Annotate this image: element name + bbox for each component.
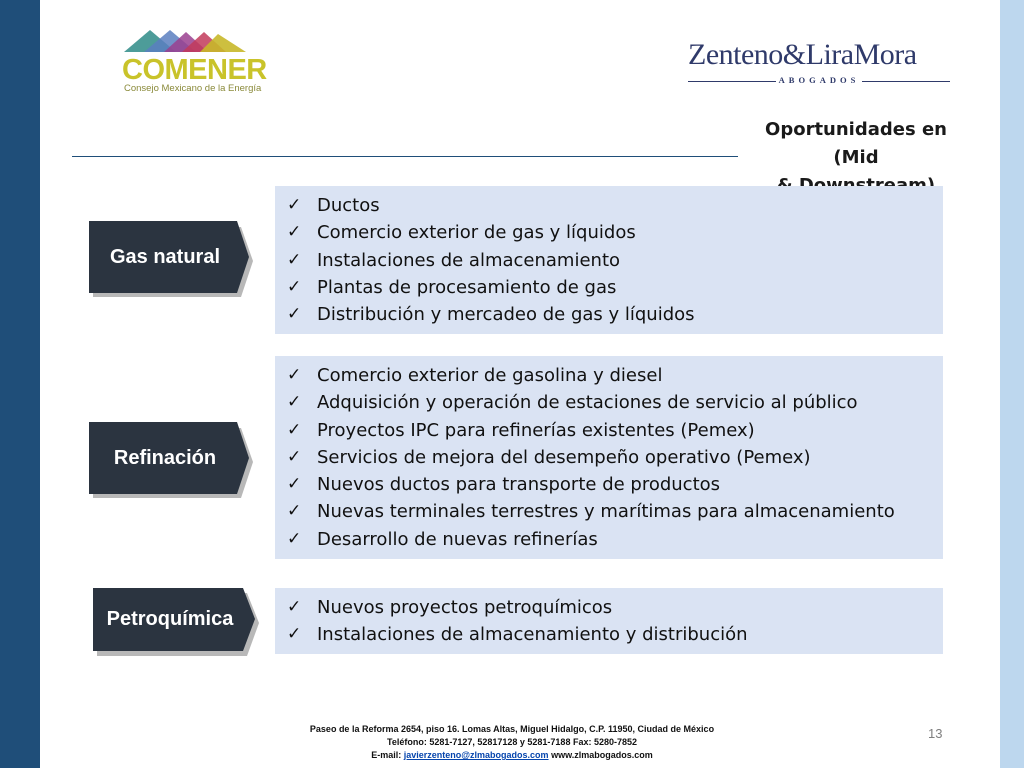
list-item: ✓ Nuevos proyectos petroquímicos xyxy=(275,594,943,621)
section-box-petroquimica xyxy=(275,588,943,654)
zlm-logo xyxy=(688,38,950,88)
checkmark-icon: ✓ xyxy=(287,597,302,617)
left-decor-bar xyxy=(0,0,40,768)
section-box-refinacion xyxy=(275,356,943,559)
category-gas-natural xyxy=(89,221,253,293)
list-item: ✓ Instalaciones de almacenamiento y distribución xyxy=(275,621,943,648)
list-item: ✓ Instalaciones de almacenamiento xyxy=(275,247,943,274)
list-item: ✓ Comercio exterior de gas y líquidos xyxy=(275,219,943,246)
category-refinacion xyxy=(89,422,253,494)
checkmark-icon: ✓ xyxy=(287,249,302,270)
checkmark-icon: ✓ xyxy=(287,392,302,413)
footer-website: www.zlmabogados.com xyxy=(551,750,653,760)
section-box-gas-natural xyxy=(275,186,943,334)
footer-contact xyxy=(270,723,754,762)
list-item: ✓ Nuevas terminales terrestres y marítimas para almacenamiento xyxy=(275,498,943,525)
checkmark-icon: ✓ xyxy=(287,528,302,549)
footer-email-prefix: E-mail: xyxy=(371,750,402,760)
checkmark-icon: ✓ xyxy=(287,365,302,385)
list-item: ✓ Proyectos IPC para refinerías existentes (Pemex) xyxy=(275,417,943,444)
list-item: ✓ Nuevos ductos para transporte de productos xyxy=(275,471,943,498)
list-item: ✓ Desarrollo de nuevas refinerías xyxy=(275,526,943,553)
category-label: Refinación xyxy=(113,447,217,469)
checkmark-icon: ✓ xyxy=(287,446,302,467)
footer-phones: Teléfono: 5281-7127, 52817128 y 5281-7188 Fax: 5280-7852 xyxy=(386,737,637,747)
list-item: ✓ Adquisición y operación de estaciones de servicio al público xyxy=(275,389,943,416)
category-label: Gas natural xyxy=(109,246,221,268)
checkmark-icon: ✓ xyxy=(287,222,302,243)
checkmark-icon: ✓ xyxy=(287,304,302,325)
checkmark-icon: ✓ xyxy=(287,276,302,297)
comener-subtitle: Consejo Mexicano de la Energía xyxy=(124,83,262,94)
footer-email-line xyxy=(270,749,754,762)
email-link[interactable]: javierzenteno@zlmabogados.com xyxy=(403,750,549,760)
list-item: ✓ Plantas de procesamiento de gas xyxy=(275,274,943,301)
comener-logo xyxy=(122,28,267,98)
list-item: ✓ Servicios de mejora del desempeño operativo (Pemex) xyxy=(275,444,943,471)
item-list xyxy=(275,594,943,649)
checkmark-icon: ✓ xyxy=(287,501,302,522)
category-petroquimica xyxy=(93,588,259,654)
list-item: ✓ Distribución y mercadeo de gas y líquidos xyxy=(275,301,943,328)
checkmark-icon: ✓ xyxy=(287,474,302,495)
category-label: Petroquímica xyxy=(106,608,234,630)
page-number: 13 xyxy=(928,726,943,741)
item-list xyxy=(275,192,943,328)
zlm-wordmark: Zenteno&LiraMora xyxy=(688,38,917,71)
comener-wordmark: COMENER xyxy=(122,54,267,86)
list-item: ✓ Comercio exterior de gasolina y diesel xyxy=(275,362,943,389)
title-divider xyxy=(72,156,738,157)
footer-address: Paseo de la Reforma 2654, piso 16. Lomas Altas, Miguel Hidalgo, C.P. 11950, Ciudad de México xyxy=(309,724,715,734)
zlm-subtitle: ABOGADOS xyxy=(778,75,860,85)
checkmark-icon: ✓ xyxy=(287,195,302,215)
item-list xyxy=(275,362,943,553)
checkmark-icon: ✓ xyxy=(287,419,302,440)
slide-title-line1: Oportunidades en (Mid xyxy=(765,119,947,168)
right-decor-bar xyxy=(1000,0,1024,768)
list-item: ✓ Ductos xyxy=(275,192,943,219)
checkmark-icon: ✓ xyxy=(287,624,302,645)
